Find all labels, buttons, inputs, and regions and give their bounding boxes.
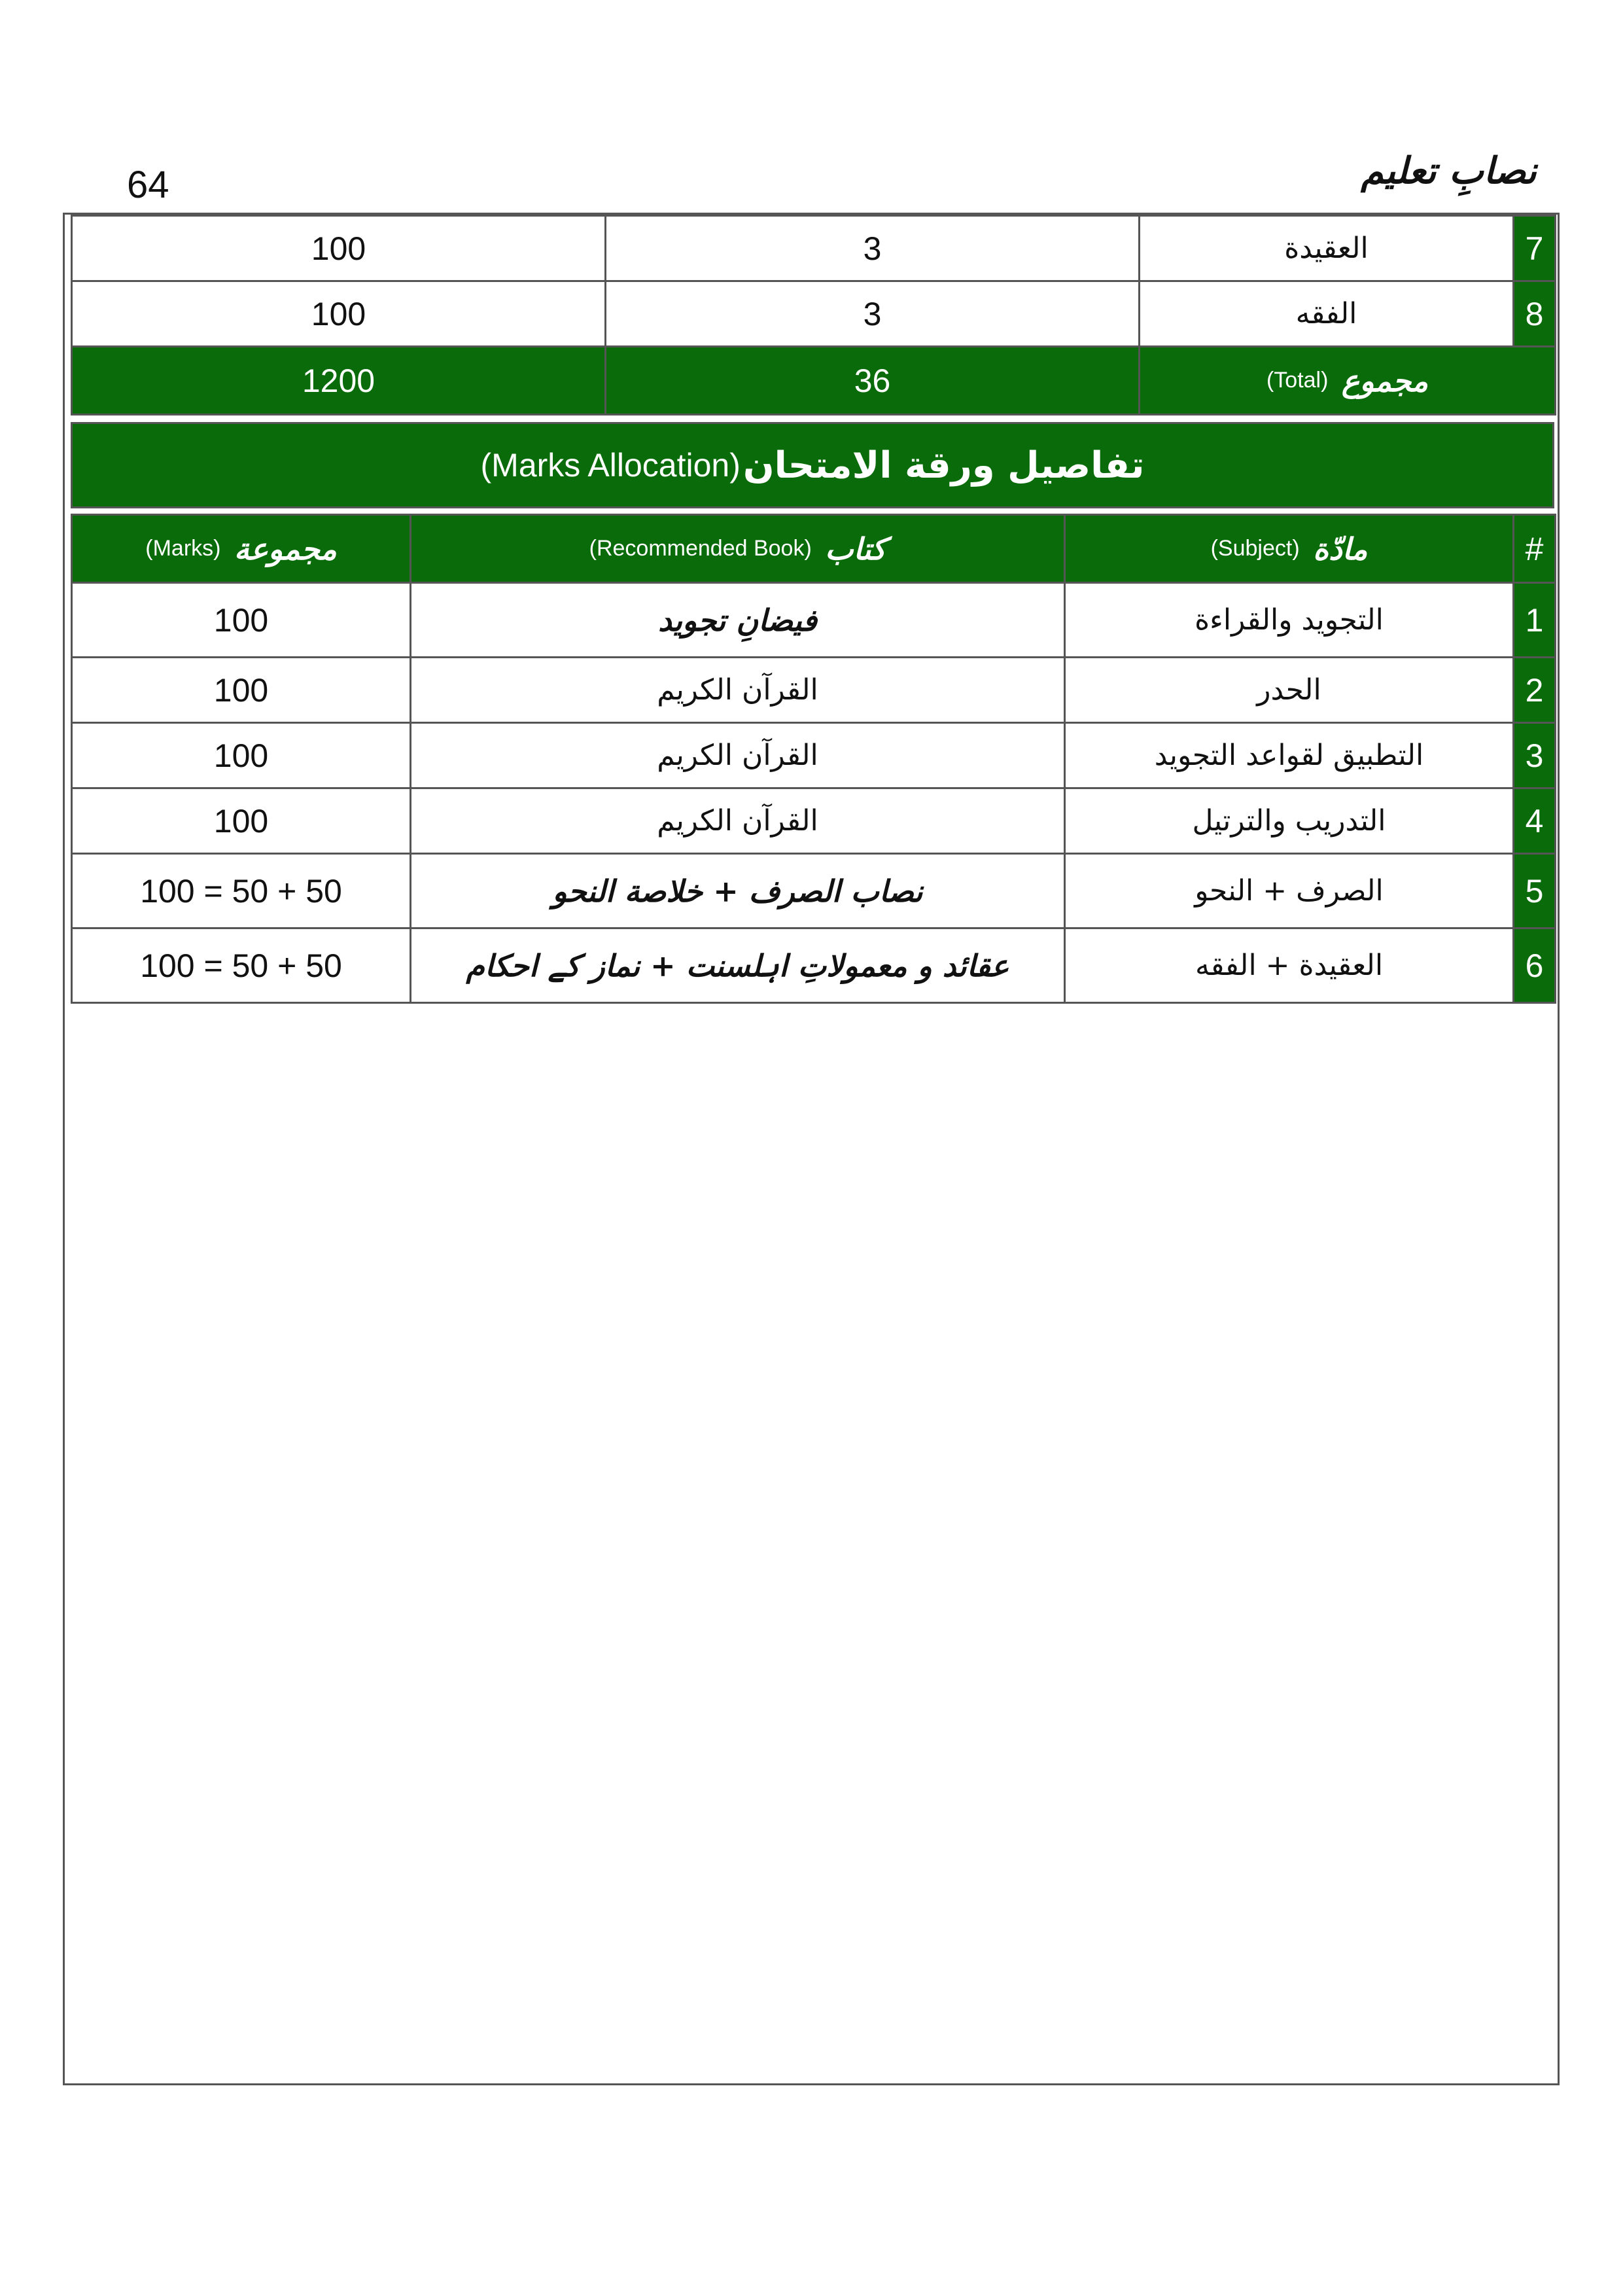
book-cell: نصاب الصرف + خلاصة النحو [411,854,1065,928]
header-subject [1065,515,1514,583]
hours-cell: 3 [606,216,1140,281]
book-cell: عقائد و معمولاتِ اہلسنت + نماز کے احکام [411,928,1065,1003]
total-label-en: (Total) [1266,368,1329,393]
table-row [72,928,1556,1003]
total-marks: 1200 [72,347,606,415]
subject-cell: الفقه [1140,281,1514,347]
marks-cell: 100 [72,216,606,281]
header-subject-en: (Subject) [1210,536,1300,561]
hours-table [71,215,1556,415]
row-index: 3 [1514,723,1556,788]
book-cell: القرآن الكريم [411,723,1065,788]
table-row [72,583,1556,658]
subject-cell: العقيدة + الفقه [1065,928,1514,1003]
table-row [72,281,1556,347]
row-index: 1 [1514,583,1556,658]
marks-cell: 100 = 50 + 50 [72,928,411,1003]
page-number: 64 [127,164,169,206]
total-row [72,347,1556,415]
header-book-en: (Recommended Book) [589,536,812,561]
hours-cell: 3 [606,281,1140,347]
marks-cell: 100 [72,583,411,658]
book-cell: فیضانِ تجوید [411,583,1065,658]
subject-cell: التجويد والقراءة [1065,583,1514,658]
table-row [72,854,1556,928]
marks-allocation-table [71,514,1556,1004]
marks-cell: 100 [72,658,411,723]
total-label-ar: مجموع [1341,362,1429,398]
row-index: 8 [1514,281,1556,347]
book-title: نصابِ تعلیم [1361,150,1537,192]
header-book [411,515,1065,583]
subject-cell: الحدر [1065,658,1514,723]
marks-cell: 100 [72,281,606,347]
section-title-en: (Marks Allocation) [480,447,741,484]
subject-cell: التطبيق لقواعد التجويد [1065,723,1514,788]
header-index: # [1514,515,1556,583]
table-row [72,723,1556,788]
total-label [1140,347,1556,415]
header-marks-en: (Marks) [145,536,221,561]
book-cell: القرآن الكريم [411,658,1065,723]
total-hours: 36 [606,347,1140,415]
book-cell: القرآن الكريم [411,788,1065,854]
table-row [72,216,1556,281]
row-index: 5 [1514,854,1556,928]
row-index: 7 [1514,216,1556,281]
row-index: 4 [1514,788,1556,854]
header-subject-ar: مادّة [1313,531,1368,567]
header-marks [72,515,411,583]
section-title-ar: تفاصيل ورقة الامتحان [742,444,1145,487]
header-book-ar: كتاب [825,531,886,567]
marks-cell: 100 [72,788,411,854]
row-index: 6 [1514,928,1556,1003]
marks-cell: 100 = 50 + 50 [72,854,411,928]
marks-cell: 100 [72,723,411,788]
table-row [72,788,1556,854]
subject-cell: العقيدة [1140,216,1514,281]
subject-cell: الصرف + النحو [1065,854,1514,928]
header-marks-ar: مجموعة [234,531,337,567]
row-index: 2 [1514,658,1556,723]
table-header-row [72,515,1556,583]
subject-cell: التدريب والترتيل [1065,788,1514,854]
section-banner [71,422,1554,508]
table-row [72,658,1556,723]
